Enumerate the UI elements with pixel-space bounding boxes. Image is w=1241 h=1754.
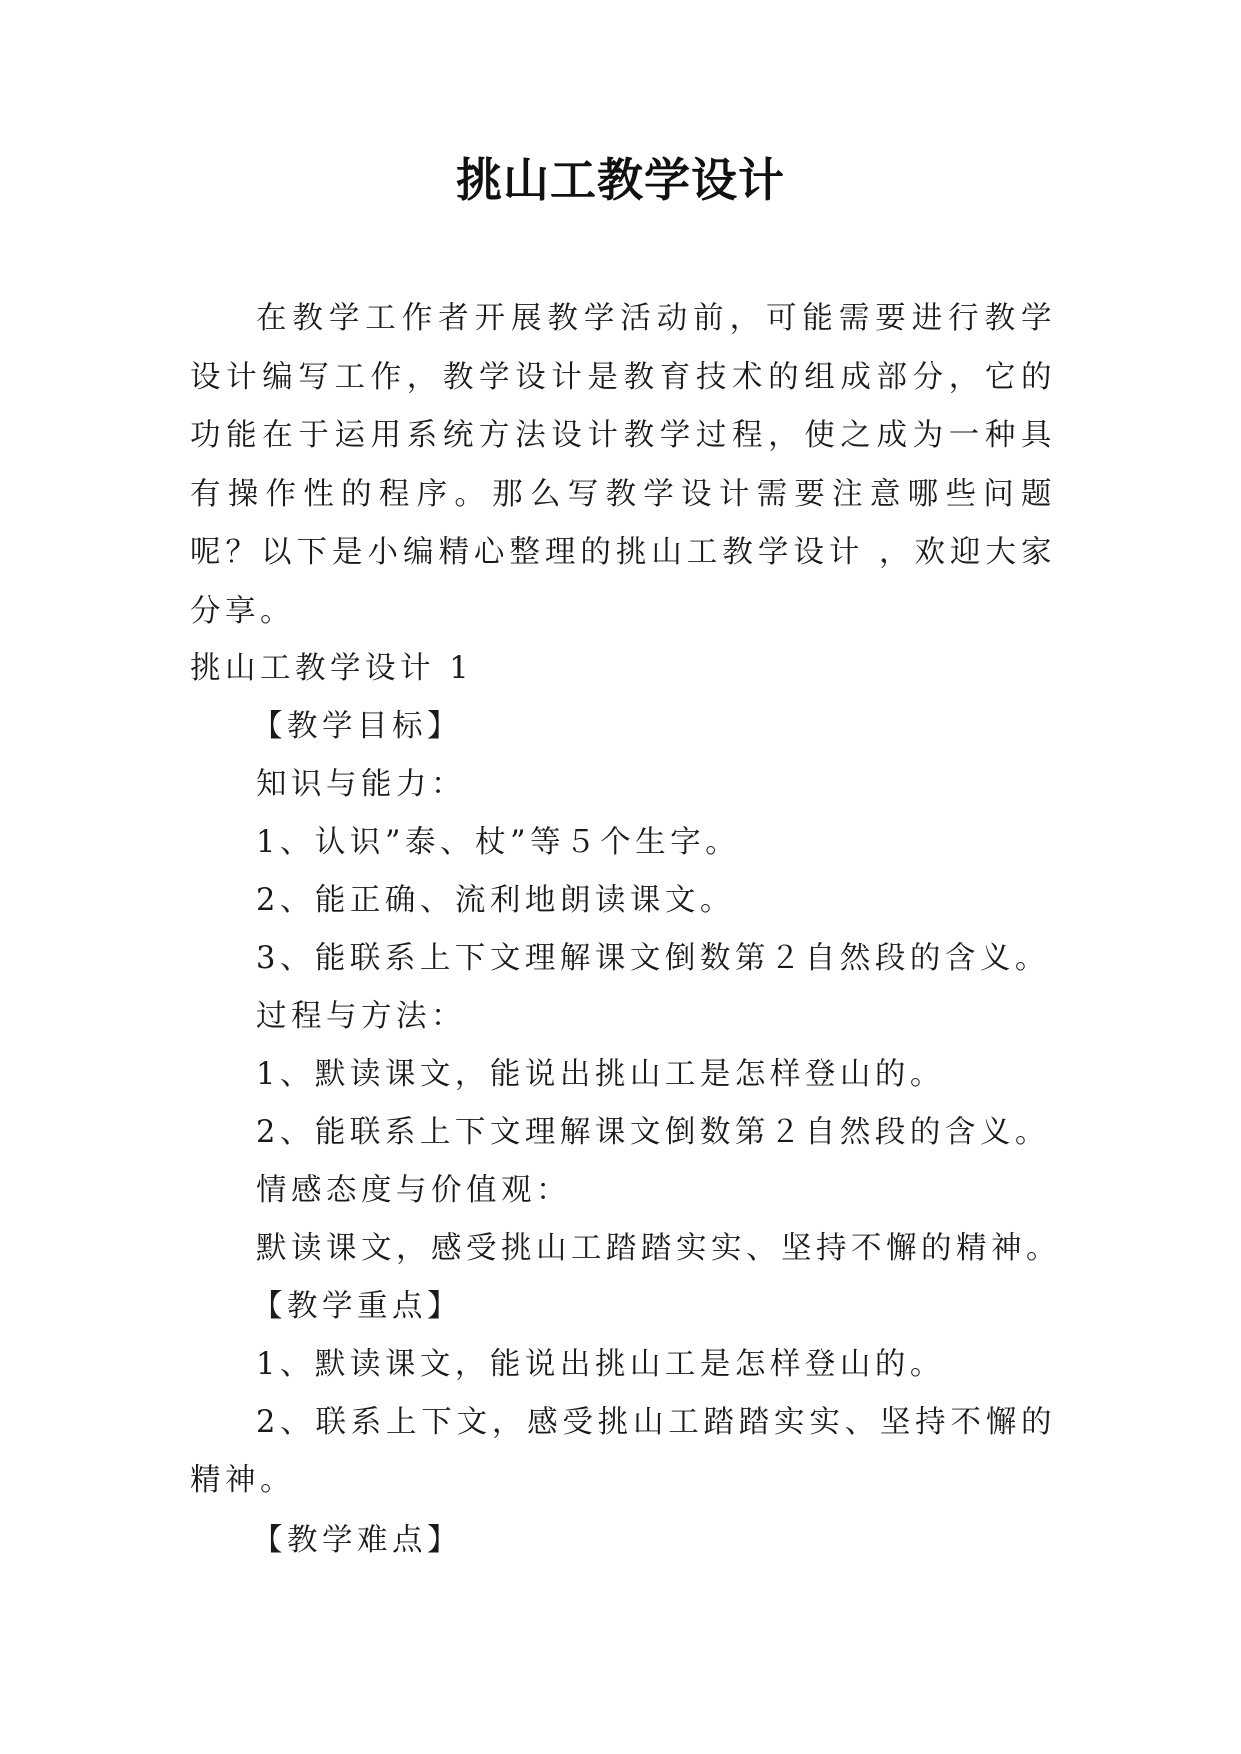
difficulty-heading: 【教学难点】 <box>252 1523 462 1558</box>
process-item: 1、默读课文，能说出挑山工是怎样登山的。 <box>256 1057 945 1092</box>
knowledge-heading: 知识与能力： <box>256 767 466 802</box>
key-points-heading: 【教学重点】 <box>252 1289 462 1324</box>
emotion-text: 默读课文，感受挑山工踏踏实实、坚持不懈的精神。 <box>256 1231 1061 1266</box>
knowledge-item: 2、能正确、流利地朗读课文。 <box>256 883 735 918</box>
objectives-heading: 【教学目标】 <box>252 709 462 744</box>
intro-paragraph: 在教学工作者开展教学活动前，可能需要进行教学设计编写工作，教学设计是教育技术的组成部分，它的功能在于运用系统方法设计教学过程，使之成为一种具有操作性的程序。那么写教学设计需要注意哪些问题呢？以下是小编精心整理的挑山工教学设计 ，欢迎大家分享。 <box>190 301 1056 629</box>
emotion-heading: 情感态度与价值观： <box>256 1173 571 1208</box>
key-point-item: 2、联系上下文，感受挑山工踏踏实实、坚持不懈的精神。 <box>190 1405 1056 1498</box>
section-heading: 挑山工教学设计 1 <box>190 651 474 686</box>
process-item: 2、能联系上下文理解课文倒数第２自然段的含义。 <box>256 1115 1050 1150</box>
document-body <box>190 640 1061 1570</box>
process-heading: 过程与方法： <box>256 999 466 1034</box>
knowledge-item: 1、认识”泰、杖”等５个生字。 <box>256 825 741 860</box>
knowledge-item: 3、能联系上下文理解课文倒数第２自然段的含义。 <box>256 941 1050 976</box>
key-point-item: 1、默读课文，能说出挑山工是怎样登山的。 <box>256 1347 945 1382</box>
document-title: 挑山工教学设计 <box>456 153 785 207</box>
